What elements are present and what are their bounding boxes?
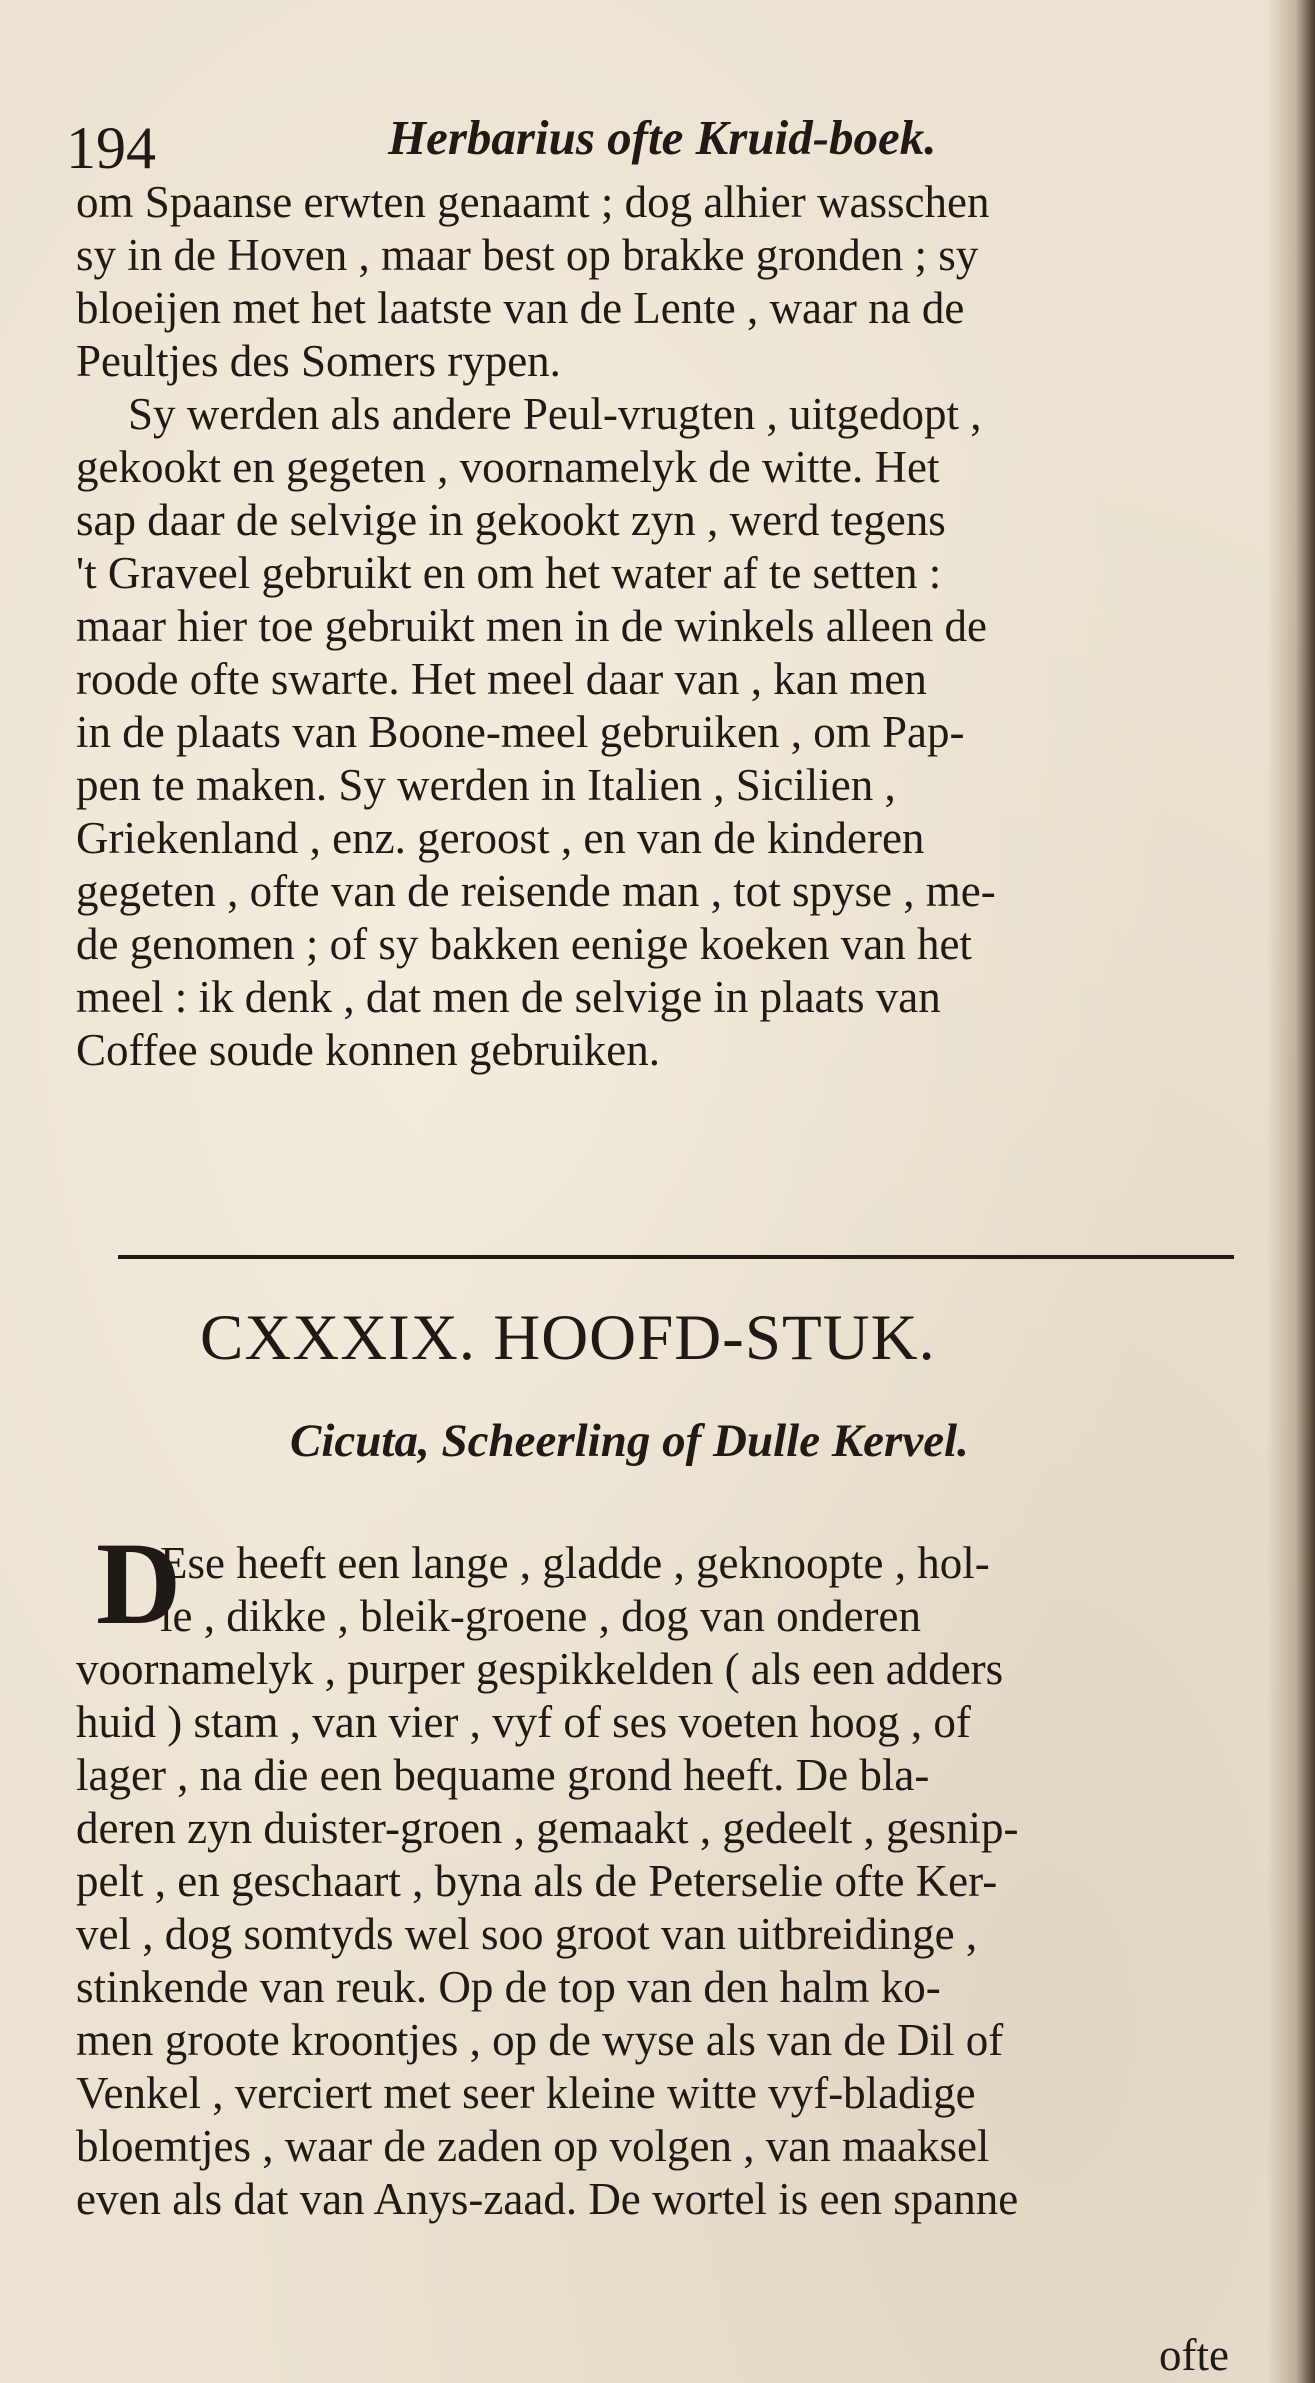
page-edge-shadow <box>1267 0 1315 2383</box>
text-line: 't Graveel gebruikt en om het water af te setten : <box>76 548 942 598</box>
text-line: bloeijen met het laatste van de Lente , waar na de <box>76 283 965 333</box>
text-line: Coffee soude konnen gebruiken. <box>76 1025 661 1075</box>
text-line: Venkel , verciert met seer kleine witte vyf-bladige <box>76 2068 976 2118</box>
text-line: Griekenland , enz. geroost , en van de kinderen <box>76 813 925 863</box>
text-line: roode ofte swarte. Het meel daar van , kan men <box>76 654 927 704</box>
text-line: even als dat van Anys-zaad. De wortel is een spanne <box>76 2174 1019 2224</box>
text-line: sap daar de selvige in gekookt zyn , werd tegens <box>76 495 946 545</box>
catchword: ofte <box>1159 2330 1229 2380</box>
text-line: vel , dog somtyds wel soo groot van uitbreidinge , <box>76 1909 978 1959</box>
section-divider <box>118 1255 1234 1259</box>
text-line: huid ) stam , van vier , vyf of ses voeten hoog , of <box>76 1697 971 1747</box>
text-line: om Spaanse erwten genaamt ; dog alhier wasschen <box>76 177 990 227</box>
text-line: bloemtjes , waar de zaden op volgen , van maaksel <box>76 2121 990 2171</box>
text-line: Ese heeft een lange , gladde , geknoopte , hol- <box>160 1538 990 1588</box>
text-line: stinkende van reuk. Op de top van den halm ko- <box>76 1962 941 2012</box>
text-line: deren zyn duister-groen , gemaakt , gedeelt , gesnip- <box>76 1803 1019 1853</box>
text-line: meel : ik denk , dat men de selvige in plaats van <box>76 972 941 1022</box>
text-line: le , dikke , bleik-groene , dog van onderen <box>160 1591 922 1641</box>
text-line: in de plaats van Boone-meel gebruiken , om Pap- <box>76 707 965 757</box>
text-line: pelt , en geschaart , byna als de Peterselie ofte Ker- <box>76 1856 998 1906</box>
running-head: Herbarius ofte Kruid-boek. <box>388 110 937 165</box>
chapter-title: CXXXIX. HOOFD-STUK. <box>200 1302 936 1374</box>
text-line: gekookt en gegeten , voornamelyk de witte. Het <box>76 442 940 492</box>
page-number: 194 <box>66 115 156 181</box>
text-line: gegeten , ofte van de reisende man , tot spyse , me- <box>76 866 996 916</box>
text-line: men groote kroontjes , op de wyse als van de Dil of <box>76 2015 1004 2065</box>
text-line: maar hier toe gebruikt men in de winkels alleen de <box>76 601 987 651</box>
text-line: lager , na die een bequame grond heeft. De bla- <box>76 1750 930 1800</box>
text-line: voornamelyk , purper gespikkelden ( als een adders <box>76 1644 1004 1694</box>
text-line: Peultjes des Somers rypen. <box>76 336 561 386</box>
text-line: de genomen ; of sy bakken eenige koeken van het <box>76 919 972 969</box>
chapter-subtitle: Cicuta, Scheerling of Dulle Kervel. <box>290 1415 969 1467</box>
text-line: Sy werden als andere Peul-vrugten , uitgedopt , <box>128 389 982 439</box>
paragraph-block-2 <box>76 1537 1246 2226</box>
text-line: pen te maken. Sy werden in Italien , Sicilien , <box>76 760 896 810</box>
text-line: sy in de Hoven , maar best op brakke gronden ; sy <box>76 230 979 280</box>
paragraph-block-1 <box>76 176 1246 1077</box>
drop-cap: D <box>96 1518 182 1649</box>
